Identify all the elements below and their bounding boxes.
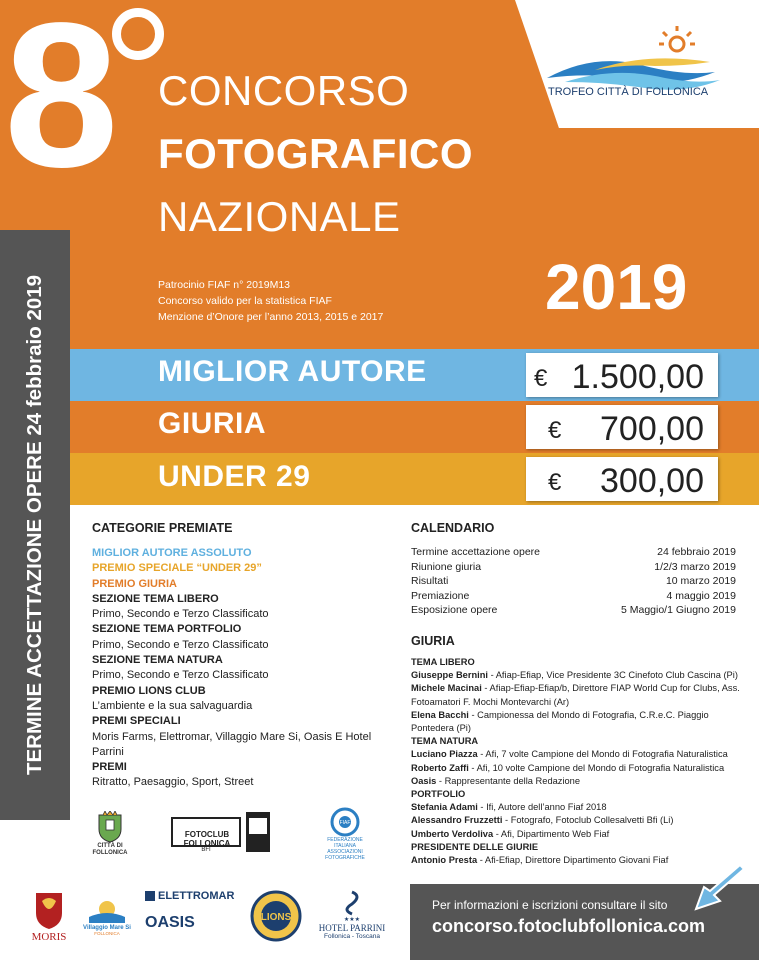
jury-member: [411, 762, 746, 775]
currency-symbol: €: [548, 469, 562, 496]
jury-section-heading: TEMA LIBERO: [411, 657, 475, 667]
calendar-row: [411, 545, 736, 560]
category-item: SEZIONE TEMA LIBERO: [92, 592, 219, 605]
villaggio-logo: [82, 890, 132, 942]
elettromar-label: ELETTROMAR: [158, 890, 235, 902]
prize-amount: 700,00: [600, 410, 704, 448]
deadline-banner: TERMINE ACCETTAZIONE OPERE 24 febbraio 2019: [23, 274, 46, 776]
contest-year: 2019: [545, 251, 688, 323]
calendar-date: 5 Maggio/1 Giugno 2019: [620, 604, 736, 617]
category-detail: Primo, Secondo e Terzo Classificato: [92, 669, 269, 682]
jury-member: [411, 775, 746, 788]
prize-label: MIGLIOR AUTORE: [158, 355, 427, 388]
calendar-label: Premiazione: [411, 589, 470, 602]
jury-section-heading: TEMA NATURA: [411, 736, 479, 747]
edition-number: 8: [4, 0, 115, 210]
jury-section-heading: PORTFOLIO: [411, 789, 466, 800]
calendar-row: [411, 603, 736, 618]
calendar-label: Riunione giuria: [411, 560, 482, 573]
hotel-sub: Follonica - Toscana: [324, 933, 380, 940]
category-item: SEZIONE TEMA PORTFOLIO: [92, 623, 242, 636]
jury-desc: - Campionessa del Mondo di Fotografia, C.R.e.C. Piaggio Pontedera (Pi): [411, 709, 709, 734]
jury-desc: - Fotografo, Fotoclub Collesalvetti Bfi (Li): [502, 815, 674, 826]
calendar-label: Esposizione opere: [411, 604, 498, 617]
jury-member: [411, 814, 746, 827]
fotoclub-logo: [170, 808, 274, 858]
jury-member: [411, 828, 746, 841]
elettromar-row: [145, 890, 237, 902]
jury-name: Roberto Zaffi: [411, 762, 469, 773]
jury-name: Elena Bacchi: [411, 709, 469, 720]
jury-name: Giuseppe Bernini: [411, 670, 488, 681]
title-line-2: FOTOGRAFICO: [158, 130, 474, 177]
villaggio-label: Villaggio Mare Si: [83, 924, 131, 931]
fotoclub-label: FOTOCLUB FOLLONICA: [183, 830, 231, 848]
category-detail: L’ambiente e la sua salvaguardia: [92, 699, 253, 712]
calendar-title: CALENDARIO: [411, 521, 495, 535]
categories-list: [92, 546, 402, 791]
fiaf-short: FIAF: [339, 820, 351, 826]
category-item: PREMIO GIURIA: [92, 577, 177, 590]
moris-logo: [26, 882, 72, 948]
jury-member: [411, 669, 746, 682]
elettromar-oasis-logo: [145, 890, 237, 944]
sun-wave-icon: [87, 897, 127, 925]
fiaf-logo: [318, 804, 372, 864]
prize-amount-box: [526, 353, 718, 397]
category-item: PREMIO LIONS CLUB: [92, 684, 206, 697]
trofeo-label: TROFEO CITTÀ DI FOLLONICA: [548, 86, 709, 98]
jury-member: [411, 801, 746, 814]
category-item: MIGLIOR AUTORE ASSOLUTO: [92, 547, 252, 559]
prize-label: UNDER 29: [158, 460, 311, 493]
patronage-line: Menzione d’Onore per l’anno 2013, 2015 e 2017: [158, 311, 384, 323]
patronage-line: Concorso valido per la statistica FIAF: [158, 295, 332, 307]
jury-member: [411, 709, 746, 735]
prize-amount: 300,00: [600, 462, 704, 500]
category-item: SEZIONE TEMA NATURA: [92, 654, 223, 667]
fiaf-label: FEDERAZIONE ITALIANA ASSOCIAZIONI FOTOGRAFICHE: [325, 837, 365, 861]
jury-name: Alessandro Fruzzetti: [411, 815, 503, 826]
category-detail: Primo, Secondo e Terzo Classificato: [92, 608, 269, 621]
jury-member: [411, 682, 746, 708]
hotel-stars: ★★★: [343, 917, 361, 923]
aperture-icon: [330, 807, 360, 837]
arrow-pointer-icon: [690, 865, 748, 915]
jury-desc: - Ifi, Autore dell’anno Fiaf 2018: [477, 802, 607, 813]
villaggio-sub: FOLLONICA: [94, 930, 120, 936]
jury-name: Michele Macinai: [411, 683, 482, 694]
category-item: PREMI SPECIALI: [92, 715, 181, 728]
calendar-row: [411, 589, 736, 604]
crest-icon: [32, 887, 66, 931]
lions-emblem-icon: [250, 890, 302, 942]
jury-desc: - Afi, 7 volte Campione del Mondo di Fotografia Naturalistica: [477, 749, 728, 760]
jury-desc: - Afi, Dipartimento Web Fiaf: [493, 828, 610, 839]
jury-name: Oasis: [411, 775, 437, 786]
title-line-3: NAZIONALE: [158, 193, 401, 240]
info-text: Per informazioni e iscrizioni consultare il sito: [432, 898, 668, 912]
prize-label: GIURIA: [158, 407, 266, 440]
prize-amount-box: [526, 405, 718, 449]
jury-title: GIURIA: [411, 634, 455, 648]
title-line-1: CONCORSO: [158, 67, 410, 114]
lions-logo: [248, 890, 304, 942]
citta-label: CITTÀ DI FOLLONICA: [92, 843, 128, 856]
category-detail: Moris Farms, Elettromar, Villaggio Mare Si, Oasis E Hotel Parrini: [92, 730, 372, 758]
oasis-label: OASIS: [145, 914, 195, 931]
fotoclub-sub: BFI: [201, 847, 211, 853]
hotel-label: HOTEL PARRINI: [318, 923, 386, 933]
jury-list: [411, 656, 746, 867]
calendar-label: Termine accettazione opere: [411, 546, 540, 558]
currency-symbol: €: [548, 417, 562, 444]
jury-desc: - Afi-Efiap, Direttore Dipartimento Giovani Fiaf: [477, 855, 669, 866]
calendar-date: 10 marzo 2019: [665, 575, 736, 588]
prize-amount-box: [526, 457, 718, 501]
category-detail: Ritratto, Paesaggio, Sport, Street: [92, 776, 254, 789]
jury-name: Antonio Presta: [411, 855, 478, 866]
jury-name: Umberto Verdoliva: [411, 828, 494, 839]
jury-name: Stefania Adami: [411, 802, 478, 813]
prize-amount: 1.500,00: [571, 358, 704, 396]
calendar-label: Risultati: [411, 575, 449, 588]
calendar-date: 4 maggio 2019: [666, 589, 736, 602]
jury-desc: - Afiap-Efiap-Efiap/b, Direttore FIAP World Cup for Clubs, Ass. Fotoamatori F. Mochi Montevarchi (Ar): [411, 683, 740, 707]
calendar-date: 24 febbraio 2019: [657, 546, 736, 558]
categories-title: CATEGORIE PREMIATE: [92, 521, 233, 535]
patronage-line: Patrocinio FIAF n° 2019M13: [158, 279, 291, 291]
calendar-date: 1/2/3 marzo 2019: [654, 560, 736, 573]
hotel-emblem-icon: [338, 890, 366, 916]
jury-desc: - Afiap-Efiap, Vice Presidente 3C Cinefoto Club Cascina (Pi): [487, 670, 738, 681]
calendar-row: [411, 574, 736, 589]
citta-follonica-logo: [88, 805, 132, 863]
moris-label: MORIS: [31, 931, 67, 943]
lions-label: LIONS: [260, 912, 292, 923]
website-link[interactable]: concorso.fotoclubfollonica.com: [432, 916, 706, 936]
degree-symbol: [112, 8, 164, 60]
category-detail: Primo, Secondo e Terzo Classificato: [92, 638, 269, 651]
jury-member: [411, 748, 746, 761]
jury-name: Luciano Piazza: [411, 749, 478, 760]
sun-icon: [659, 26, 695, 51]
category-item: PREMI: [92, 761, 127, 774]
elettromar-icon: [145, 891, 155, 901]
calendar-row: [411, 560, 736, 575]
coat-of-arms-icon: [97, 811, 123, 843]
calendar-list: [411, 545, 736, 618]
hotel-parrini-logo: [314, 882, 390, 948]
jury-desc: - Rappresentante della Redazione: [436, 775, 581, 786]
jury-section-heading: PRESIDENTE DELLE GIURIE: [411, 841, 539, 852]
currency-symbol: €: [534, 365, 548, 392]
jury-desc: - Afi, 10 volte Campione del Mondo di Fotografia Naturalistica: [468, 762, 725, 773]
category-item: PREMIO SPECIALE “UNDER 29”: [92, 562, 262, 575]
